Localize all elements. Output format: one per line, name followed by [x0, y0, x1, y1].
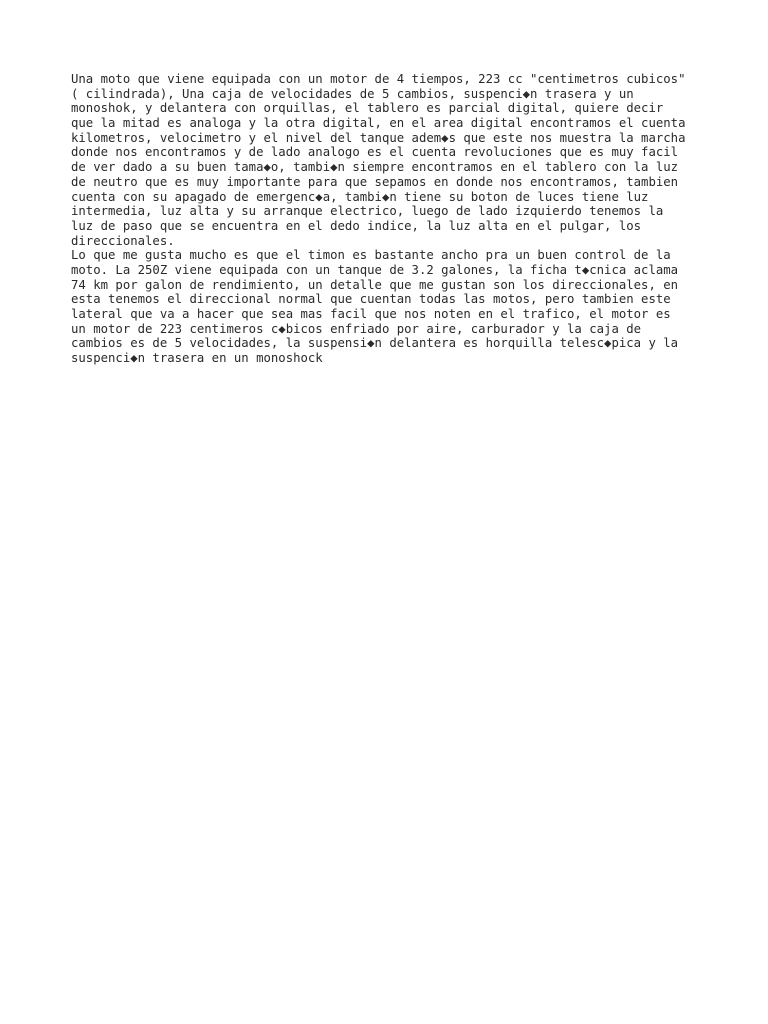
text-line: donde nos encontramos y de lado analogo es el cuenta revoluciones que es muy facil	[71, 145, 679, 160]
text-line: 74 km por galon de rendimiento, un detalle que me gustan son los direccionales, en	[71, 277, 679, 292]
text-line: cuenta con su apagado de emergenc◆a, tambi◆n tiene su boton de luces tiene luz	[71, 189, 649, 204]
text-line: de neutro que es muy importante para que sepamos en donde nos encontramos, tambien	[71, 174, 679, 189]
text-line: cambios es de 5 velocidades, la suspensi◆n delantera es horquilla telesc◆pica y la	[71, 336, 679, 351]
text-line: de ver dado a su buen tama◆o, tambi◆n siempre encontramos en el tablero con la luz	[71, 160, 679, 175]
text-line: moto. La 250Z viene equipada con un tanque de 3.2 galones, la ficha t◆cnica aclama	[71, 262, 679, 277]
text-line: luz de paso que se encuentra en el dedo indice, la luz alta en el pulgar, los	[71, 218, 642, 233]
text-line: Una moto que viene equipada con un motor de 4 tiempos, 223 cc "centimetros cubicos"	[71, 72, 686, 86]
text-line: monoshok, y delantera con orquillas, el tablero es parcial digital, quiere decir	[71, 101, 664, 116]
text-line: lateral que va a hacer que sea mas facil que nos noten en el trafico, el motor es	[71, 307, 671, 321]
text-line: kilometros, velocimetro y el nivel del tanque adem◆s que este nos muestra la marcha	[71, 130, 686, 145]
document-body	[71, 72, 721, 366]
text-line: que la mitad es analoga y la otra digital, en el area digital encontramos el cuenta	[71, 116, 686, 131]
text-line: Lo que me gusta mucho es que el timon es bastante ancho pra un buen control de la	[71, 248, 671, 263]
text-line: un motor de 223 centimeros c◆bicos enfriado por aire, carburador y la caja de	[71, 321, 642, 336]
text-line: direccionales.	[71, 233, 175, 248]
text-line: ( cilindrada), Una caja de velocidades de 5 cambios, suspenci◆n trasera y un	[71, 86, 634, 101]
text-line: esta tenemos el direccional normal que cuentan todas las motos, pero tambien este	[71, 292, 671, 307]
text-line: suspenci◆n trasera en un monoshock	[71, 351, 323, 366]
text-line: intermedia, luz alta y su arranque electrico, luego de lado izquierdo tenemos la	[71, 204, 664, 219]
